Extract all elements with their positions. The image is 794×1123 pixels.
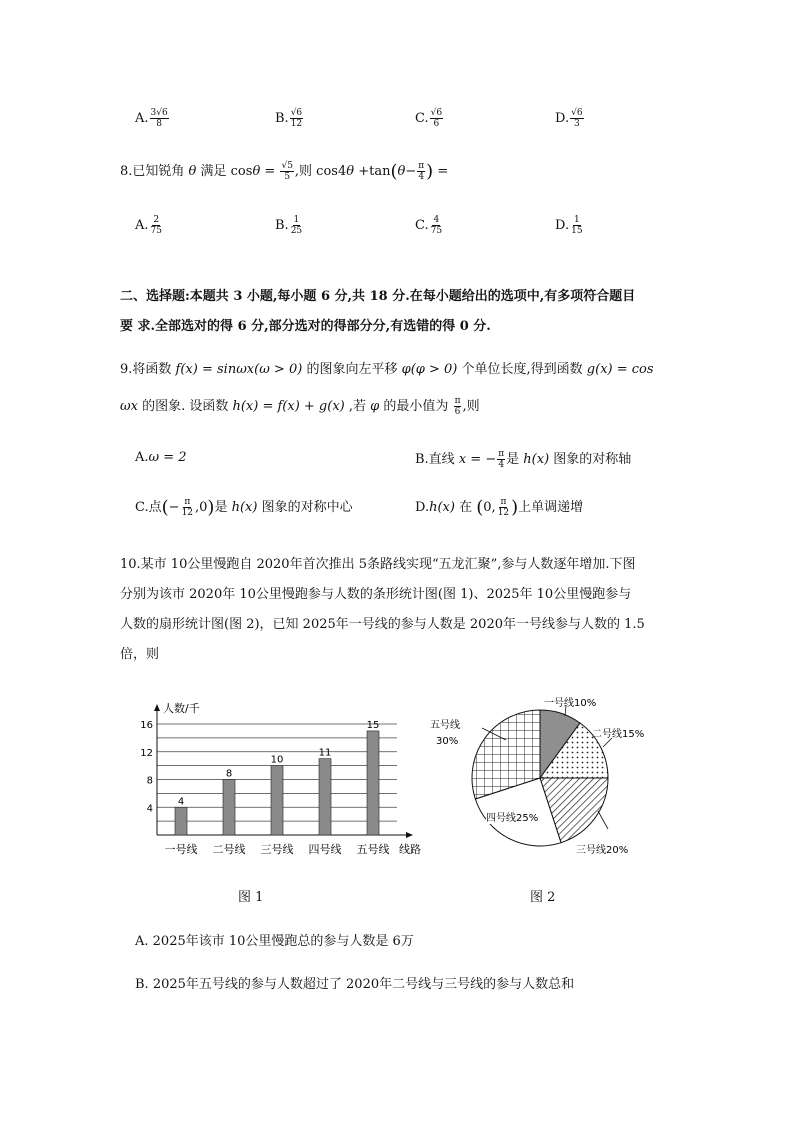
q9-option-b: B.直线 x = − $\frac{\pi}{4}$ 是 h(x) 图象的对称轴 (415, 449, 632, 470)
bar-chart (135, 692, 435, 867)
pie-label-5: 五号线 (430, 720, 460, 731)
q10-line1: 10.某市 10公里慢跑自 2020年首次推出 5条路线实现“五龙汇聚”,参与人数逐年增加.下图 (120, 557, 636, 572)
x-axis-arrow (406, 832, 413, 838)
pie-label-1: 一号线10% (544, 698, 597, 709)
bar (367, 731, 379, 835)
pie-label-3: 三号线20% (576, 845, 629, 856)
q8-option-a: A. $\frac{2}{75}$ (135, 215, 162, 236)
y-tick-label: 12 (140, 747, 153, 759)
y-axis-arrow (154, 704, 160, 711)
q10-line4: 倍，则 (120, 647, 160, 662)
y-tick-label: 4 (146, 803, 153, 815)
bar-value-label: 10 (270, 754, 284, 766)
q7-option-d: D. $\frac{√6}{3}$ (555, 108, 583, 129)
leader-line-3 (598, 811, 608, 829)
figure1-caption: 图 1 (238, 890, 264, 905)
bar (175, 807, 187, 835)
q7-option-c: C. $\frac{√6}{6}$ (415, 108, 443, 129)
q9-stem-line1: 9.将函数 f(x) = sinωx(ω > 0) 的图象向左平移 φ(φ > 0) 个单位长度,得到函数 g(x) = cos (120, 362, 654, 377)
q7-option-b: B. $\frac{√6}{12}$ (275, 108, 303, 129)
y-tick-label: 16 (140, 720, 153, 731)
q9-stem-line2: ωx 的图象. 设函数 h(x) = f(x) + g(x) ,若 φ 的最小值为 $\frac{\pi}{6}$ ,则 (120, 396, 480, 417)
q10-option-b: B. 2025年五号线的参与人数超过了 2020年二号线与三号线的参与人数总和 (135, 977, 575, 992)
x-tick-label: 一号线 (164, 843, 198, 856)
bar-value-label: 8 (225, 768, 233, 780)
pie-label-4: 四号线25% (486, 813, 539, 824)
x-tick-label: 五号线 (356, 843, 390, 856)
pie-chart (420, 690, 670, 860)
q9-option-c: C.点(− $\frac{\pi}{12}$ ,0)是 h(x) 图象的对称中心 (135, 497, 353, 518)
figure2-caption: 图 2 (530, 890, 556, 905)
pie-label-2: 二号线15% (592, 729, 645, 740)
bar-value-label: 4 (177, 796, 185, 808)
pie-label-5-pct: 30% (436, 736, 459, 747)
q9-option-d: D.h(x) 在 (0, $\frac{\pi}{12}$ )上单调递增 (415, 497, 584, 518)
x-tick-label: 二号线 (212, 843, 246, 856)
q7-option-a: A. $\frac{3√6}{8}$ (135, 108, 168, 129)
q8-stem: 8.已知锐角 θ 满足 cosθ = $\frac{√5}{5}$ ,则 cos4θ +tan(θ− $\frac{\pi}{4}$ ) = (120, 161, 449, 182)
bar (223, 780, 235, 836)
section2-line2: 要 求.全部选对的得 6 分,部分选对的得部分分,有选错的得 0 分. (120, 319, 491, 334)
bar (271, 766, 283, 835)
bar-value-label: 15 (366, 719, 380, 731)
q8-option-d: D. $\frac{1}{15}$ (555, 215, 583, 236)
q8-option-b: B. $\frac{1}{25}$ (275, 215, 303, 236)
bar-chart-ylabel: 人数/千 (163, 702, 200, 715)
x-tick-label: 四号线 (308, 843, 342, 856)
q10-option-a: A. 2025年该市 10公里慢跑总的参与人数是 6万 (135, 934, 414, 949)
bar-chart-xlabel: 线路 (399, 843, 421, 856)
q10-line2: 分别为该市 2020年 10公里慢跑参与人数的条形统计图(图 1)、2025年 10公里慢跑参与 (120, 587, 632, 602)
q9-option-a: A.ω = 2 (135, 450, 187, 465)
x-tick-label: 三号线 (260, 843, 294, 856)
q10-line3: 人数的扇形统计图(图 2)，已知 2025年一号线的参与人数是 2020年一号线参与人数的 1.5 (120, 617, 645, 632)
bar (319, 759, 331, 835)
q8-option-c: C. $\frac{4}{75}$ (415, 215, 443, 236)
section2-line1: 二、选择题:本题共 3 小题,每小题 6 分,共 18 分.在每小题给出的选项中,有多项符合题目 (120, 289, 636, 304)
y-tick-label: 8 (146, 775, 153, 787)
bar-value-label: 11 (318, 747, 332, 759)
